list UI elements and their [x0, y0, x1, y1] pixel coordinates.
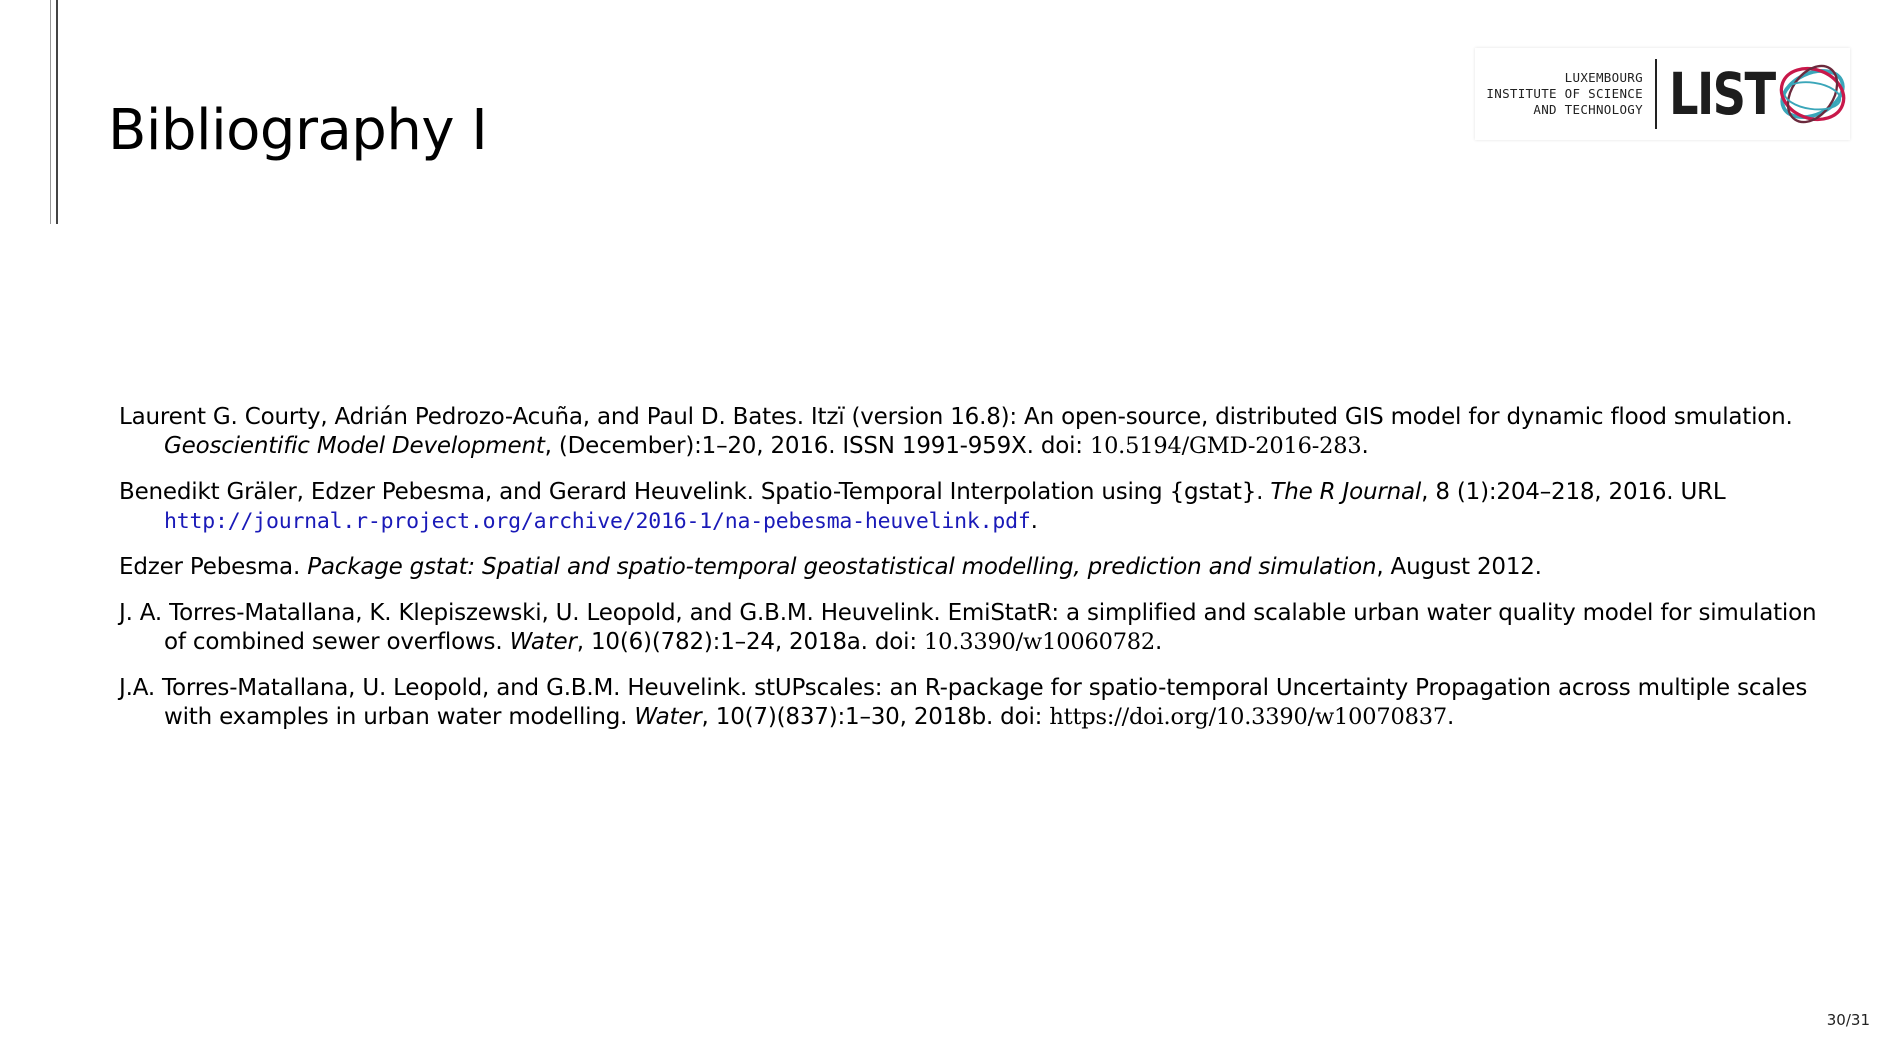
bib-doi: 10.3390/w10060782 [924, 629, 1156, 655]
bib-end: . [1361, 433, 1369, 459]
bib-details: , (December):1–20, 2016. ISSN 1991-959X. doi: [544, 433, 1090, 459]
bibliography-list [119, 403, 1819, 749]
bib-details: , 8 (1):204–218, 2016. URL [1421, 479, 1726, 505]
bib-end: . [1155, 629, 1163, 655]
page-number: 30/31 [1826, 1011, 1870, 1029]
bib-entry [119, 553, 1819, 582]
bib-journal: Package gstat: Spatial and spatio-temporal geostatistical modelling, prediction and simulation [307, 554, 1377, 580]
bib-entry [119, 599, 1819, 657]
bib-doi: 10.5194/GMD-2016-283 [1089, 433, 1362, 459]
bib-end: . [1446, 704, 1455, 730]
bib-authors-title: Edzer Pebesma. [119, 554, 308, 580]
list-logo [1475, 48, 1850, 140]
bib-doi: https://doi.org/10.3390/w10070837 [1049, 704, 1447, 730]
logo-line-1: LUXEMBOURG [1564, 70, 1643, 85]
bib-authors-title: Laurent G. Courty, Adrián Pedrozo-Acuña, and Paul D. Bates. Itzï (version 16.8): An open-source, distributed GIS model for dynamic flood smulation. [119, 404, 1793, 430]
bib-journal: Water [509, 629, 577, 655]
left-margin-rule-inner [56, 0, 58, 224]
bib-details: , 10(6)(782):1–24, 2018a. doi: [576, 629, 925, 655]
logo-institute-name [1475, 70, 1643, 118]
page-title: Bibliography I [108, 98, 488, 163]
logo-line-3: AND TECHNOLOGY [1533, 102, 1643, 117]
left-margin-rule-outer [50, 0, 51, 224]
logo-wordmark: LIST [1668, 60, 1775, 128]
bib-authors-title: J. A. Torres-Matallana, K. Klepiszewski, U. Leopold, and G.B.M. Heuvelink. EmiStatR: a simplified and scalable urban water quality model for simulation of combined sewer overflows. [119, 600, 1817, 655]
bib-entry [119, 478, 1819, 536]
bib-authors-title: Benedikt Gräler, Edzer Pebesma, and Gerard Heuvelink. Spatio-Temporal Interpolation using {gstat}. [119, 479, 1271, 505]
bib-journal: Geoscientific Model Development [164, 433, 545, 459]
bib-end: . [1030, 508, 1038, 534]
logo-line-2: INSTITUTE OF SCIENCE [1486, 86, 1643, 101]
bib-details: , 10(7)(837):1–30, 2018b. doi: [701, 704, 1050, 730]
bib-entry [119, 403, 1819, 461]
globe-icon [1775, 56, 1850, 132]
bib-journal: Water [634, 704, 702, 730]
bib-authors-title: J.A. Torres-Matallana, U. Leopold, and G.B.M. Heuvelink. stUPscales: an R-package for spatio-temporal Uncertainty Propagation across multiple scales with examples in urban water modelling. [119, 675, 1808, 730]
bib-entry [119, 674, 1819, 732]
logo-separator [1655, 59, 1657, 129]
bib-journal: The R Journal [1270, 479, 1422, 505]
bib-url-link[interactable]: http://journal.r-project.org/archive/2016-1/na-pebesma-heuvelink.pdf [164, 509, 1031, 534]
bib-details: , August 2012. [1376, 554, 1542, 580]
